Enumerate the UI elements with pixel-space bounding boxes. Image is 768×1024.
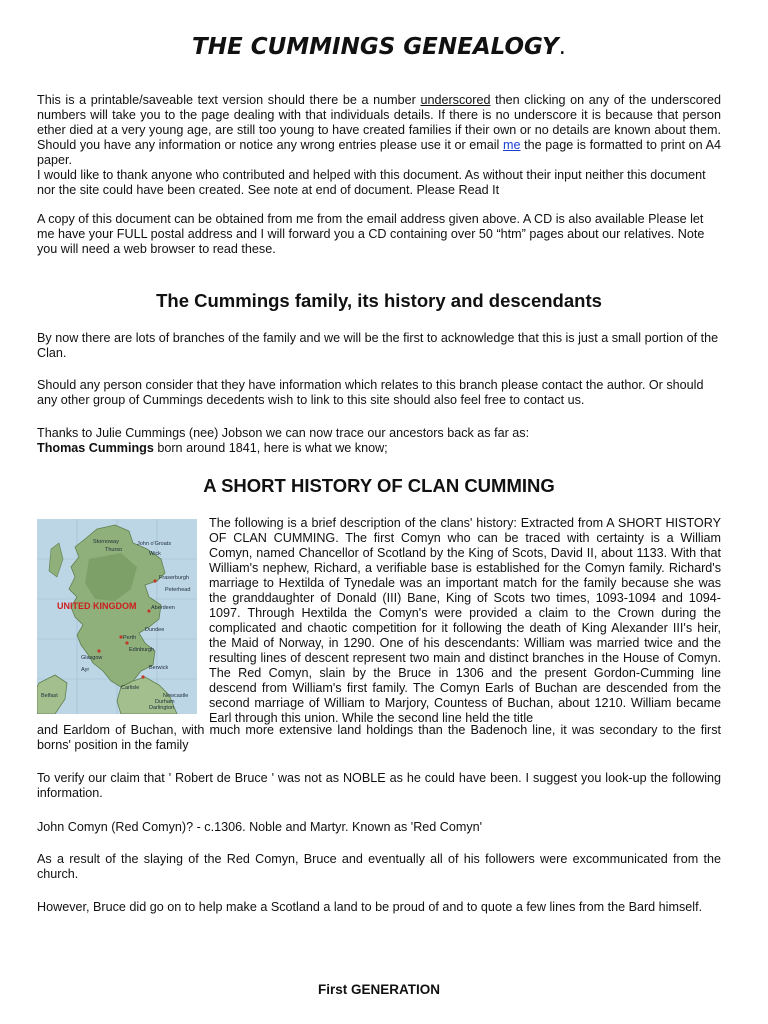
excommunication-paragraph: As a result of the slaying of the Red Comyn, Bruce and eventually all of his followers were excommunicated from the church. — [37, 852, 721, 881]
map-label-thurso: Thurso — [105, 547, 123, 553]
document-title — [37, 32, 721, 62]
map-label-john-o-groats: John o'Groats — [137, 541, 172, 547]
contact-paragraph: Should any person consider that they have information which relates to this branch please contact the author. Or should any other group of Cummings decedents wish to link to this site should also feel free to contact us. — [37, 378, 704, 407]
map-label-belfast: Belfast — [41, 693, 58, 699]
map-label-aberdeen: Aberdeen — [151, 605, 175, 611]
clan-history-heading: A SHORT HISTORY OF CLAN CUMMING — [203, 475, 555, 496]
map-label-durham: Durham — [155, 699, 175, 705]
scotland-map-graphic — [37, 519, 197, 714]
map-label-edinburgh: Edinburgh — [129, 647, 155, 653]
underscored-example: underscored — [420, 93, 491, 107]
branches-paragraph: By now there are lots of branches of the family and we will be the first to acknowledge that this is just a small portion of the Clan. — [37, 331, 719, 360]
intro-paragraph-3: A copy of this document can be obtained from me from the email address given above. A CD is also available Please let me have your FULL postal address and I will forward you a CD containing over 50 “htm” pages about our relatives. Note you will need a web browser to read these. — [37, 212, 705, 256]
map-label-stornoway: Stornoway — [93, 539, 119, 545]
clan-history-continued: and Earldom of Buchan, with much more extensive land holdings than the Badenoch line, it was secondary to the first borns' position in the family — [37, 723, 721, 752]
bard-paragraph: However, Bruce did go on to help make a Scotland a land to be proud of and to quote a few lines from the Bard himself. — [37, 900, 703, 914]
map-label-carlisle: Carlisle — [121, 685, 140, 691]
intro-paragraph-1: This is a printable/saveable text version should there be a number underscored then clicking on any of the underscored numbers will take you to the page dealing with that individuals details. If there is no underscore it is because that person ether died at a very young age, are still too young to have created families if their own or no details are known about them. Should you have any information or notice any wrong entries please use it or email me the page is formatted to print on A4 paper. — [37, 93, 721, 167]
map-label-ayr: Ayr — [81, 667, 90, 673]
map-label-darlington: Darlington — [149, 705, 175, 711]
scotland-map-image — [37, 519, 197, 714]
title-text: THE CUMMINGS GENEALOGY — [192, 34, 559, 60]
verify-claim-paragraph: To verify our claim that ' Robert de Bruce ' was not as NOBLE as he could have been. I suggest you look-up the following information. — [37, 771, 721, 800]
map-label-glasgow: Glasgow — [81, 655, 103, 661]
ancestors-paragraph: Thanks to Julie Cummings (nee) Jobson we can now trace our ancestors back as far as: Thomas Cummings born around 1841, here is what we know; — [37, 426, 530, 455]
intro-paragraph-2: I would like to thank anyone who contributed and helped with this document. As without their input neither this document nor the site could have been created. See note at end of document. Please Read It — [37, 168, 706, 197]
red-comyn-paragraph: John Comyn (Red Comyn)? - c.1306. Noble and Martyr. Known as 'Red Comyn' — [37, 820, 483, 834]
map-label-wick: Wick — [149, 551, 161, 557]
clan-history-text: The following is a brief description of the clans' history: Extracted from A SHORT HISTORY OF CLAN CUMMING. The first Comyn who can be traced with certainty is a William Comyn, named Chancellor of Scotland by the King of Scots, David II, about 1133. With that William's nephew, Richard, a verifiable base is established for the Comyn family. Richard's marriage to Hextilda of Tynedale was an important match for the family because she was the granddaughter of Donald (III) Bane, King of Scots two times, 1093-1094 and 1094-1097. Through Hextilda the Comyn's were provided a claim to the Crown during the complicated and chaotic competition for it following the death of King Alexander III's heir, the Maid of Norway, in 1290. One of his descendants: William was married twice and the resulting lines of descent represent two main and distinct branches in the House of Comyn. The Red Comyn, slain by the Bruce in 1306 and the present Gordon-Cumming line descend from William's first family. The Comyn Earls of Buchan are descended from the second marriage of William to Marjory, Countess of Buchan, about 1210. William became Earl through this union. While the second line held the title — [209, 516, 721, 725]
map-country-label: UNITED KINGDOM — [57, 601, 137, 611]
map-label-fraserburgh: Fraserburgh — [159, 575, 189, 581]
thomas-cummings-name: Thomas Cummings — [37, 441, 154, 455]
first-generation-heading: First GENERATION — [317, 982, 440, 997]
map-label-perth: Perth — [123, 635, 137, 641]
family-history-heading: The Cummings family, its history and descendants — [156, 290, 602, 311]
map-label-newcastle: Newcastle — [163, 693, 189, 699]
map-label-berwick: Berwick — [149, 665, 169, 671]
map-label-peterhead: Peterhead — [165, 587, 191, 593]
map-label-dundee: Dundee — [145, 627, 165, 633]
title-dot: . — [558, 34, 566, 60]
email-me-link[interactable]: me — [502, 138, 521, 152]
